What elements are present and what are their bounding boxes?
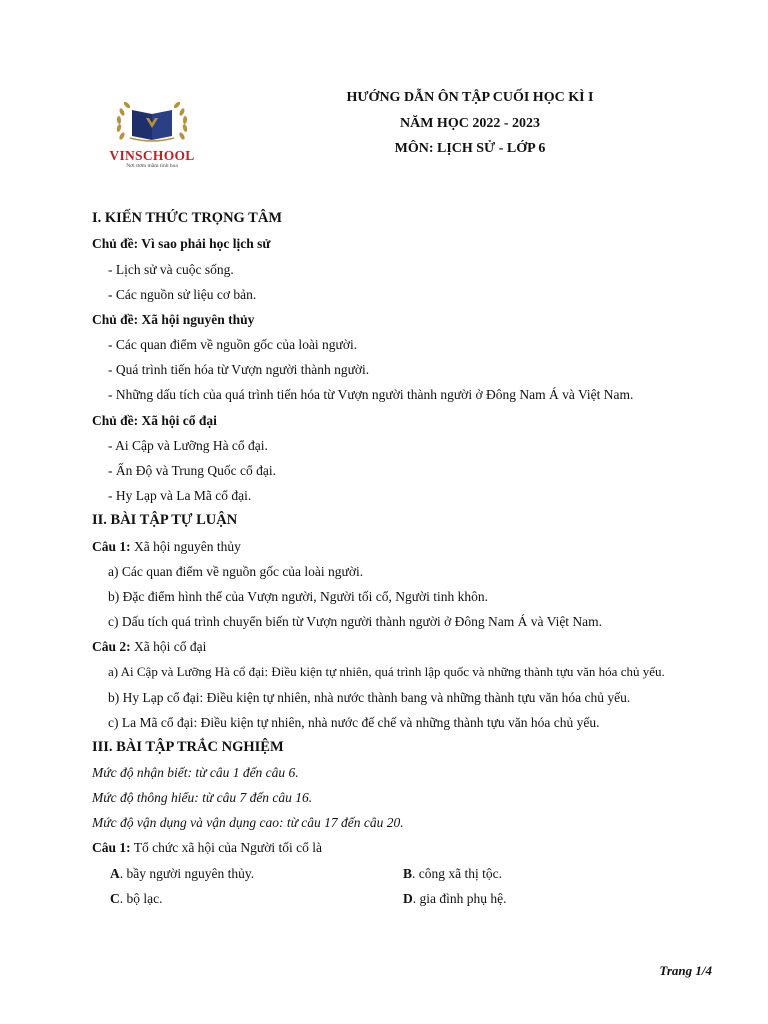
topic-item: - Các nguồn sử liệu cơ bản. bbox=[108, 287, 257, 302]
question-text: Xã hội nguyên thủy bbox=[130, 539, 241, 554]
school-year: NĂM HỌC 2022 - 2023 bbox=[400, 116, 540, 131]
option-letter: A bbox=[110, 866, 120, 881]
question-label: Câu 1: bbox=[92, 840, 131, 855]
option-letter: D bbox=[403, 891, 413, 906]
topic-item: - Quá trình tiến hóa từ Vượn người thành người. bbox=[108, 362, 370, 377]
option-letter: C bbox=[110, 891, 120, 906]
vinschool-logo bbox=[104, 96, 200, 172]
page-number: Trang 1/4 bbox=[659, 963, 712, 978]
question-text: Tổ chức xã hội của Người tối cổ là bbox=[130, 840, 322, 855]
topic-item: - Các quan điểm về nguồn gốc của loài người. bbox=[108, 337, 358, 352]
option-text: . gia đình phụ hệ. bbox=[412, 891, 507, 906]
option-letter: B bbox=[403, 866, 413, 881]
topic-item: - Những dấu tích của quá trình tiến hóa từ Vượn người thành người ở Đông Nam Á và Việt Nam. bbox=[108, 387, 634, 402]
subject-grade: MÔN: LỊCH SỬ - LỚP 6 bbox=[394, 141, 546, 156]
document-title: HƯỚNG DẪN ÔN TẬP CUỐI HỌC KÌ I bbox=[346, 90, 594, 105]
topic-title: Chủ đề: Vì sao phải học lịch sử bbox=[92, 236, 271, 251]
answer-option-c bbox=[110, 891, 163, 907]
topic-item: - Lịch sử và cuộc sống. bbox=[108, 262, 234, 277]
topic-title: Chủ đề: Xã hội nguyên thủy bbox=[92, 312, 255, 327]
question-item: b) Đặc điểm hình thể của Vượn người, Người tối cổ, Người tinh khôn. bbox=[108, 589, 489, 604]
topic-item: - Ai Cập và Lưỡng Hà cổ đại. bbox=[108, 438, 268, 453]
answer-option-a bbox=[110, 866, 254, 882]
logo-tagline: Nơi ươm mầm tinh hoa bbox=[126, 163, 178, 169]
difficulty-level: Mức độ thông hiểu: từ câu 7 đến câu 16. bbox=[92, 790, 313, 805]
question-item: a) Các quan điểm về nguồn gốc của loài người. bbox=[108, 564, 364, 579]
topic-item: - Hy Lạp và La Mã cổ đại. bbox=[108, 488, 252, 503]
option-text: . bộ lạc. bbox=[119, 891, 163, 906]
question-label: Câu 1: bbox=[92, 539, 131, 554]
option-text: . công xã thị tộc. bbox=[412, 866, 502, 881]
logo-name: VINSCHOOL bbox=[109, 148, 195, 163]
option-text: . bầy người nguyên thủy. bbox=[119, 866, 255, 881]
question-item: c) Dấu tích quá trình chuyển biến từ Vượn người thành người ở Đông Nam Á và Việt Nam. bbox=[108, 614, 603, 629]
section-2-title: II. BÀI TẬP TỰ LUẬN bbox=[92, 512, 238, 528]
difficulty-level: Mức độ nhận biết: từ câu 1 đến câu 6. bbox=[92, 765, 299, 780]
answer-option-b bbox=[403, 866, 502, 882]
question-item: a) Ai Cập và Lưỡng Hà cổ đại: Điều kiện tự nhiên, quá trình lập quốc và những thành tựu văn hóa chủ yếu. bbox=[108, 664, 665, 679]
question-line bbox=[92, 539, 241, 555]
section-3-title: III. BÀI TẬP TRẮC NGHIỆM bbox=[92, 739, 284, 755]
topic-title: Chủ đề: Xã hội cổ đại bbox=[92, 413, 217, 428]
question-label: Câu 2: bbox=[92, 639, 131, 654]
question-line bbox=[92, 840, 322, 856]
question-item: c) La Mã cổ đại: Điều kiện tự nhiên, nhà nước đế chế và những thành tựu văn hóa chủ yếu. bbox=[108, 715, 600, 730]
question-text: Xã hội cổ đại bbox=[130, 639, 207, 654]
difficulty-level: Mức độ vận dụng và vận dụng cao: từ câu 17 đến câu 20. bbox=[92, 815, 404, 830]
question-line bbox=[92, 639, 206, 655]
question-item: b) Hy Lạp cổ đại: Điều kiện tự nhiên, nhà nước thành bang và những thành tựu văn hóa chủ yếu. bbox=[108, 690, 631, 705]
answer-option-d bbox=[403, 891, 507, 907]
topic-item: - Ấn Độ và Trung Quốc cổ đại. bbox=[108, 463, 276, 478]
section-1-title: I. KIẾN THỨC TRỌNG TÂM bbox=[92, 210, 283, 226]
